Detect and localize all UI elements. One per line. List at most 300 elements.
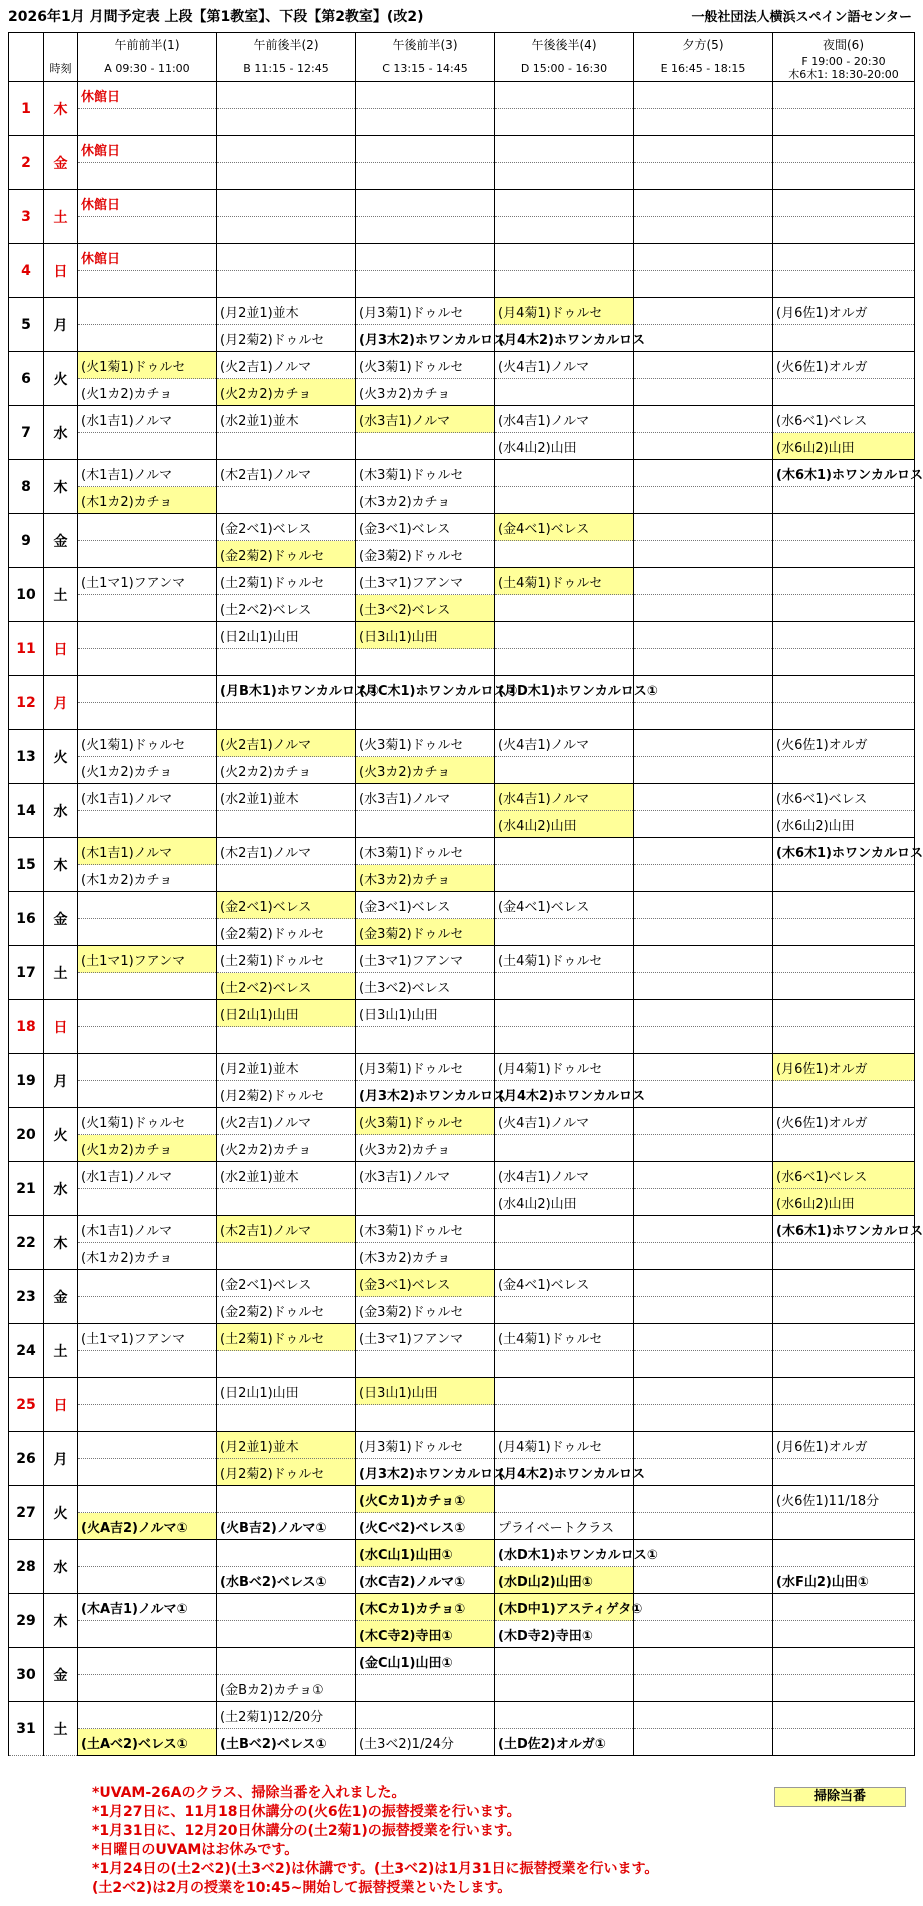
empty-cell (634, 1594, 773, 1621)
class-slot: (月3菊1)ドゥルセ (356, 1054, 495, 1081)
day-row (9, 1270, 915, 1297)
period-time-row (9, 55, 915, 82)
empty-cell (634, 1000, 773, 1027)
empty-cell (634, 136, 773, 163)
class-slot: (火1カ2)カチョ (78, 757, 217, 784)
empty-cell (773, 541, 915, 568)
weekday: 木 (44, 1216, 78, 1270)
day-row (9, 1378, 915, 1405)
class-slot: (金3ベ1)ベレス (356, 892, 495, 919)
empty-cell (634, 1702, 773, 1729)
day-row (9, 676, 915, 703)
day-row-lower (9, 649, 915, 676)
empty-cell (217, 271, 356, 298)
day-row-lower (9, 379, 915, 406)
day-row (9, 190, 915, 217)
empty-cell (217, 136, 356, 163)
class-slot: (火1菊1)ドゥルセ (78, 730, 217, 757)
empty-cell (78, 1621, 217, 1648)
class-slot: (月3木2)ホワンカルロス (356, 325, 495, 352)
note-line: (土2ベ2)は2月の授業を10:45~開始して振替授業といたします。 (92, 1880, 512, 1896)
empty-cell (634, 1648, 773, 1675)
day-row-lower (9, 1405, 915, 1432)
class-slot: (木3菊1)ドゥルセ (356, 838, 495, 865)
weekday: 木 (44, 1594, 78, 1648)
class-slot: (金2ベ1)ベレス (217, 514, 356, 541)
weekday: 水 (44, 1540, 78, 1594)
period-name: 夕方(5) (634, 33, 773, 56)
empty-cell (634, 1081, 773, 1108)
class-slot: (火6佐1)11/18分 (773, 1486, 915, 1513)
day-number: 8 (9, 460, 44, 514)
closed-label: 休館日 (78, 82, 217, 109)
day-row (9, 892, 915, 919)
empty-cell (634, 649, 773, 676)
day-row (9, 136, 915, 163)
note-line: *1月31日に、12月20日休講分の(土2菊1)の振替授業を行います。 (92, 1823, 521, 1839)
class-slot: (月4菊1)ドゥルセ (495, 298, 634, 325)
day-row (9, 622, 915, 649)
class-slot: (木3カ2)カチョ (356, 487, 495, 514)
empty-cell (356, 1189, 495, 1216)
empty-cell (634, 1054, 773, 1081)
weekday: 月 (44, 676, 78, 730)
class-slot: (水4吉1)ノルマ (495, 784, 634, 811)
empty-cell (217, 109, 356, 136)
class-slot: (土3マ1)フアンマ (356, 946, 495, 973)
weekday: 水 (44, 406, 78, 460)
class-slot: (土2菊1)12/20分 (217, 1702, 356, 1729)
class-slot: (水Bベ2)ベレス① (217, 1567, 356, 1594)
empty-cell (773, 568, 915, 595)
day-row (9, 460, 915, 487)
empty-cell (495, 1027, 634, 1054)
class-slot: (木D中1)アスティゲタ① (495, 1594, 634, 1621)
empty-cell (217, 190, 356, 217)
empty-cell (356, 217, 495, 244)
empty-cell (634, 595, 773, 622)
class-slot: (火B吉2)ノルマ① (217, 1513, 356, 1540)
closed-label: 休館日 (78, 190, 217, 217)
class-slot: (木3菊1)ドゥルセ (356, 1216, 495, 1243)
weekday: 月 (44, 298, 78, 352)
empty-cell (634, 1567, 773, 1594)
class-slot: (火1カ2)カチョ (78, 1135, 217, 1162)
class-slot: (月C木1)ホワンカルロス① (356, 676, 495, 703)
empty-cell (634, 109, 773, 136)
period-name: 午後後半(4) (495, 33, 634, 56)
empty-cell (773, 325, 915, 352)
weekday: 金 (44, 1270, 78, 1324)
empty-cell (78, 1000, 217, 1027)
class-slot: (木6木1)ホワンカルロス (773, 1216, 915, 1243)
day-number: 3 (9, 190, 44, 244)
class-slot: (金2菊2)ドゥルセ (217, 919, 356, 946)
day-number: 14 (9, 784, 44, 838)
empty-cell (634, 271, 773, 298)
empty-cell (217, 1594, 356, 1621)
class-slot: (水D山2)山田① (495, 1567, 634, 1594)
class-slot: (金3ベ1)ベレス (356, 1270, 495, 1297)
class-slot: (金4ベ1)ベレス (495, 1270, 634, 1297)
empty-cell (495, 919, 634, 946)
empty-cell (78, 973, 217, 1000)
class-slot: (金3菊2)ドゥルセ (356, 1297, 495, 1324)
empty-cell (773, 1648, 915, 1675)
day-number: 29 (9, 1594, 44, 1648)
weekday: 日 (44, 1000, 78, 1054)
day-number: 13 (9, 730, 44, 784)
empty-cell (634, 217, 773, 244)
class-slot: (火2カ2)カチョ (217, 757, 356, 784)
period-time: F 19:00 - 20:30 (801, 55, 886, 68)
empty-cell (634, 541, 773, 568)
class-slot: (木Cカ1)カチョ① (356, 1594, 495, 1621)
empty-cell (356, 244, 495, 271)
class-slot: (月4木2)ホワンカルロス (495, 1459, 634, 1486)
class-slot: (火2吉1)ノルマ (217, 1108, 356, 1135)
empty-cell (495, 460, 634, 487)
empty-cell (773, 865, 915, 892)
empty-cell (78, 433, 217, 460)
class-slot: (金2ベ1)ベレス (217, 1270, 356, 1297)
day-number: 11 (9, 622, 44, 676)
class-slot: (水4山2)山田 (495, 1189, 634, 1216)
class-slot: (木3カ2)カチョ (356, 1243, 495, 1270)
weekday: 月 (44, 1054, 78, 1108)
empty-cell (495, 1648, 634, 1675)
class-slot: (水6ベ1)ベレス (773, 784, 915, 811)
day-number: 12 (9, 676, 44, 730)
empty-cell (634, 973, 773, 1000)
empty-cell (773, 379, 915, 406)
class-slot: (月3木2)ホワンカルロス (356, 1459, 495, 1486)
empty-cell (634, 325, 773, 352)
weekday: 土 (44, 1324, 78, 1378)
empty-cell (78, 649, 217, 676)
weekday: 木 (44, 82, 78, 136)
day-row (9, 1702, 915, 1729)
class-slot: (月3菊1)ドゥルセ (356, 298, 495, 325)
note-line: *1月27日に、11月18日休講分の(火6佐1)の振替授業を行います。 (92, 1804, 521, 1820)
weekday: 日 (44, 1378, 78, 1432)
empty-cell (78, 271, 217, 298)
empty-cell (78, 1432, 217, 1459)
empty-cell (495, 244, 634, 271)
class-slot: (水4山2)山田 (495, 433, 634, 460)
class-slot: (日2山1)山田 (217, 1000, 356, 1027)
empty-cell (634, 1351, 773, 1378)
class-slot: (土3マ1)フアンマ (356, 568, 495, 595)
day-row-lower (9, 973, 915, 1000)
empty-cell (217, 649, 356, 676)
empty-cell (634, 1459, 773, 1486)
day-row-lower (9, 1081, 915, 1108)
empty-cell (217, 433, 356, 460)
day-row-lower (9, 325, 915, 352)
empty-cell (773, 1297, 915, 1324)
day-number: 6 (9, 352, 44, 406)
empty-cell (773, 217, 915, 244)
empty-cell (634, 811, 773, 838)
notes-block (92, 1784, 658, 1898)
empty-cell (773, 595, 915, 622)
class-slot: (土3マ1)フアンマ (356, 1324, 495, 1351)
class-slot: (水D木1)ホワンカルロス① (495, 1540, 634, 1567)
day-row-lower (9, 595, 915, 622)
class-slot: (木D寺2)寺田① (495, 1621, 634, 1648)
empty-cell (78, 622, 217, 649)
empty-cell (634, 622, 773, 649)
empty-cell (356, 163, 495, 190)
class-slot: (金4ベ1)ベレス (495, 892, 634, 919)
empty-cell (634, 379, 773, 406)
day-row (9, 946, 915, 973)
empty-cell (495, 1243, 634, 1270)
empty-cell (78, 595, 217, 622)
empty-cell (356, 1027, 495, 1054)
empty-cell (634, 352, 773, 379)
class-slot: (土3ベ2)ベレス (356, 595, 495, 622)
day-row-lower (9, 1729, 915, 1756)
class-slot: (火3菊1)ドゥルセ (356, 730, 495, 757)
weekday: 火 (44, 730, 78, 784)
day-row-lower (9, 1459, 915, 1486)
empty-cell (356, 1702, 495, 1729)
empty-cell (356, 649, 495, 676)
empty-cell (634, 1486, 773, 1513)
class-slot: (金3菊2)ドゥルセ (356, 541, 495, 568)
weekday: 火 (44, 352, 78, 406)
day-row (9, 1594, 915, 1621)
empty-cell (356, 1351, 495, 1378)
class-slot: (木2吉1)ノルマ (217, 460, 356, 487)
class-slot: (水4吉1)ノルマ (495, 406, 634, 433)
empty-cell (773, 1351, 915, 1378)
day-row-lower (9, 433, 915, 460)
empty-cell (78, 1378, 217, 1405)
day-row (9, 1108, 915, 1135)
class-slot: (土Aベ2)ベレス① (78, 1729, 217, 1756)
period-time: D 15:00 - 16:30 (495, 55, 634, 82)
period-time-thursday: 木6木1: 18:30-20:00 (788, 68, 899, 81)
empty-cell (634, 1243, 773, 1270)
empty-cell (773, 649, 915, 676)
day-row-lower (9, 1621, 915, 1648)
empty-cell (78, 1702, 217, 1729)
empty-cell (78, 1675, 217, 1702)
day-row-lower (9, 1243, 915, 1270)
class-slot: (水2並1)並木 (217, 406, 356, 433)
empty-cell (773, 1405, 915, 1432)
empty-cell (773, 946, 915, 973)
class-slot: (月6佐1)オルガ (773, 298, 915, 325)
empty-cell (634, 163, 773, 190)
period-name: 午後前半(3) (356, 33, 495, 56)
day-row (9, 1216, 915, 1243)
day-number: 5 (9, 298, 44, 352)
day-row-lower (9, 1189, 915, 1216)
day-row-lower (9, 703, 915, 730)
class-slot: (月2並1)並木 (217, 298, 356, 325)
empty-cell (634, 1297, 773, 1324)
empty-cell (78, 1189, 217, 1216)
empty-cell (495, 973, 634, 1000)
weekday: 木 (44, 838, 78, 892)
empty-cell (356, 136, 495, 163)
class-slot: (金3ベ1)ベレス (356, 514, 495, 541)
period-name-row (9, 33, 915, 56)
empty-cell (217, 244, 356, 271)
empty-cell (773, 1243, 915, 1270)
empty-cell (78, 1648, 217, 1675)
empty-cell (495, 865, 634, 892)
class-slot: (土Bベ2)ベレス① (217, 1729, 356, 1756)
empty-cell (773, 1540, 915, 1567)
class-slot: (火3カ2)カチョ (356, 379, 495, 406)
weekday: 水 (44, 784, 78, 838)
class-slot: (水2並1)並木 (217, 784, 356, 811)
class-slot: (水3吉1)ノルマ (356, 1162, 495, 1189)
empty-cell (634, 1189, 773, 1216)
empty-cell (634, 1405, 773, 1432)
empty-cell (773, 1621, 915, 1648)
empty-cell (773, 1594, 915, 1621)
day-number: 7 (9, 406, 44, 460)
empty-cell (773, 622, 915, 649)
day-row (9, 352, 915, 379)
class-slot: (水C山1)山田① (356, 1540, 495, 1567)
day-row-lower (9, 757, 915, 784)
weekday: 月 (44, 1432, 78, 1486)
class-slot: (火6佐1)オルガ (773, 730, 915, 757)
empty-cell (773, 1702, 915, 1729)
day-row-lower (9, 811, 915, 838)
closed-label: 休館日 (78, 136, 217, 163)
class-slot: (月2並1)並木 (217, 1432, 356, 1459)
weekday: 金 (44, 136, 78, 190)
weekday: 火 (44, 1486, 78, 1540)
class-slot: (火3カ2)カチョ (356, 1135, 495, 1162)
empty-cell (356, 82, 495, 109)
class-slot: (木3カ2)カチョ (356, 865, 495, 892)
day-number: 22 (9, 1216, 44, 1270)
day-row (9, 1054, 915, 1081)
class-slot: (土2菊1)ドゥルセ (217, 1324, 356, 1351)
empty-cell (634, 1270, 773, 1297)
day-row (9, 568, 915, 595)
class-slot: (土1マ1)フアンマ (78, 568, 217, 595)
empty-cell (634, 244, 773, 271)
empty-cell (495, 271, 634, 298)
empty-cell (217, 1540, 356, 1567)
empty-cell (356, 190, 495, 217)
empty-cell (773, 973, 915, 1000)
empty-cell (78, 1486, 217, 1513)
closed-label: 休館日 (78, 244, 217, 271)
empty-cell (773, 1027, 915, 1054)
page-title: 2026年1月 月間予定表 上段【第1教室】、下段【第2教室】(改2) (8, 9, 424, 25)
empty-cell (495, 136, 634, 163)
weekday: 土 (44, 190, 78, 244)
time-label: 時刻 (44, 55, 78, 82)
empty-cell (773, 244, 915, 271)
empty-cell (773, 82, 915, 109)
empty-cell (634, 946, 773, 973)
day-number: 27 (9, 1486, 44, 1540)
class-slot: (月4菊1)ドゥルセ (495, 1432, 634, 1459)
class-slot: (木1吉1)ノルマ (78, 460, 217, 487)
empty-cell (217, 1486, 356, 1513)
weekday: 土 (44, 946, 78, 1000)
class-slot: (土D佐2)オルガ① (495, 1729, 634, 1756)
day-row (9, 82, 915, 109)
class-slot: (土4菊1)ドゥルセ (495, 946, 634, 973)
empty-cell (773, 703, 915, 730)
schedule-table (8, 32, 923, 1756)
empty-cell (217, 1351, 356, 1378)
class-slot: (火A吉2)ノルマ① (78, 1513, 217, 1540)
class-slot: (木1吉1)ノルマ (78, 1216, 217, 1243)
empty-cell (634, 1729, 773, 1756)
day-row-lower (9, 1567, 915, 1594)
class-slot: (日3山1)山田 (356, 1378, 495, 1405)
empty-cell (634, 730, 773, 757)
empty-cell (78, 1054, 217, 1081)
class-slot: (金Bカ2)カチョ① (217, 1675, 356, 1702)
class-slot: (金4ベ1)ベレス (495, 514, 634, 541)
class-slot: (火6佐1)オルガ (773, 1108, 915, 1135)
class-slot: (水C吉2)ノルマ① (356, 1567, 495, 1594)
class-slot: (土2ベ2)ベレス (217, 595, 356, 622)
empty-cell (773, 109, 915, 136)
empty-cell (634, 784, 773, 811)
empty-cell (78, 1027, 217, 1054)
period-time: E 16:45 - 18:15 (634, 55, 773, 82)
weekday: 水 (44, 1162, 78, 1216)
note-line: *日曜日のUVAMはお休みです。 (92, 1842, 299, 1858)
empty-cell (495, 622, 634, 649)
empty-cell (773, 1135, 915, 1162)
class-slot: (月2菊2)ドゥルセ (217, 1459, 356, 1486)
day-row-lower (9, 1675, 915, 1702)
class-slot: (月6佐1)オルガ (773, 1054, 915, 1081)
empty-cell (78, 1540, 217, 1567)
day-row (9, 1000, 915, 1027)
empty-cell (634, 1675, 773, 1702)
class-slot: (日3山1)山田 (356, 622, 495, 649)
class-slot: (水2並1)並木 (217, 1162, 356, 1189)
empty-cell (356, 1675, 495, 1702)
day-row-lower (9, 1513, 915, 1540)
empty-cell (773, 271, 915, 298)
day-row-lower (9, 163, 915, 190)
empty-cell (634, 190, 773, 217)
empty-cell (78, 163, 217, 190)
class-slot: (土2菊1)ドゥルセ (217, 568, 356, 595)
class-slot: (金3菊2)ドゥルセ (356, 919, 495, 946)
day-row (9, 1540, 915, 1567)
day-row-lower (9, 487, 915, 514)
empty-cell (495, 487, 634, 514)
empty-cell (495, 541, 634, 568)
empty-cell (634, 1378, 773, 1405)
day-row-lower (9, 217, 915, 244)
empty-cell (773, 676, 915, 703)
class-slot: (火2カ2)カチョ (217, 379, 356, 406)
day-number: 26 (9, 1432, 44, 1486)
class-slot: (火1菊1)ドゥルセ (78, 1108, 217, 1135)
